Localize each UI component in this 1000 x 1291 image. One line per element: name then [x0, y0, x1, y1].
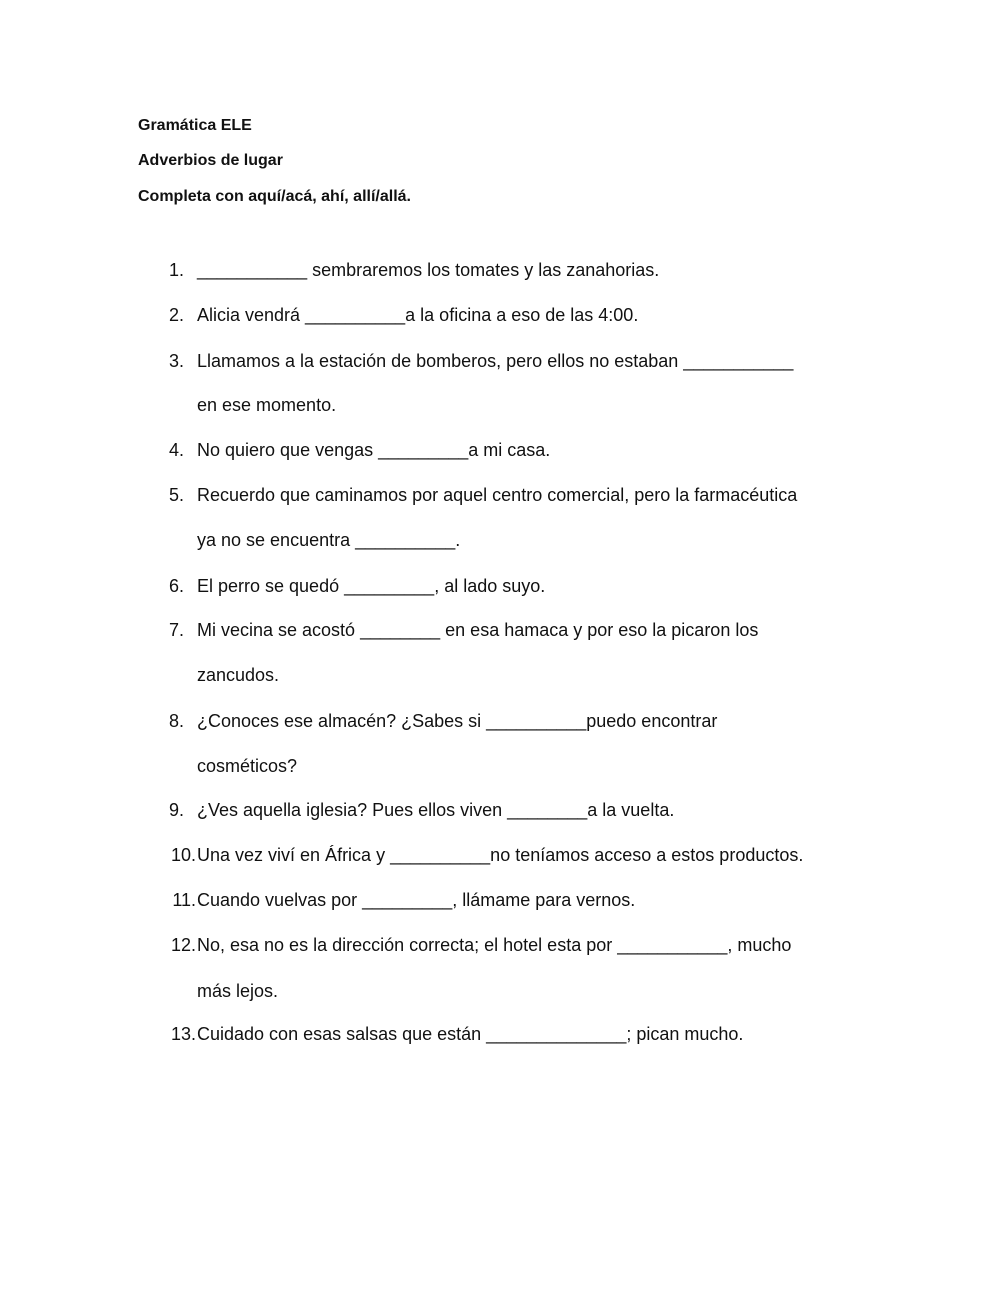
- item-number: 3.: [168, 351, 184, 371]
- item-text: ¿Ves aquella iglesia? Pues ellos viven ________a la vuelta.: [197, 800, 675, 820]
- item-text: Mi vecina se acostó ________ en esa hamaca y por eso la picaron los: [197, 620, 759, 640]
- item-text: Una vez viví en África y __________no teníamos acceso a estos productos.: [197, 845, 804, 865]
- item-text: ___________ sembraremos los tomates y las zanahorias.: [197, 260, 660, 280]
- item-text: ¿Conoces ese almacén? ¿Sabes si __________puedo encontrar: [197, 711, 718, 731]
- item-text-continued: zancudos.: [197, 665, 280, 685]
- item-number: 1.: [168, 260, 184, 280]
- item-number: 5.: [168, 485, 184, 505]
- item-text: No, esa no es la dirección correcta; el hotel esta por ___________, mucho: [197, 935, 792, 955]
- item-text-continued: ya no se encuentra __________.: [197, 530, 461, 550]
- item-text: Alicia vendrá __________a la oficina a eso de las 4:00.: [197, 305, 639, 325]
- item-number: 6.: [168, 576, 184, 596]
- item-text: Cuidado con esas salsas que están ______________; pican mucho.: [197, 1024, 744, 1044]
- item-text-continued: más lejos.: [197, 981, 279, 1001]
- item-number: 13.: [170, 1024, 196, 1044]
- item-text: El perro se quedó _________, al lado suyo.: [197, 576, 546, 596]
- worksheet-subtitle: Adverbios de lugar: [138, 152, 283, 169]
- item-number: 10.: [170, 845, 196, 865]
- item-number: 12.: [170, 935, 196, 955]
- item-text-continued: cosméticos?: [197, 756, 298, 776]
- item-text: No quiero que vengas _________a mi casa.: [197, 440, 551, 460]
- item-number: 8.: [168, 711, 184, 731]
- worksheet-instruction: Completa con aquí/acá, ahí, allí/allá.: [138, 188, 411, 205]
- worksheet-title: Gramática ELE: [138, 117, 252, 134]
- item-number: 9.: [168, 800, 184, 820]
- item-text: Cuando vuelvas por _________, llámame para vernos.: [197, 890, 636, 910]
- item-number: 11.: [172, 890, 196, 910]
- item-number: 2.: [168, 305, 184, 325]
- item-number: 7.: [168, 620, 184, 640]
- item-text: Recuerdo que caminamos por aquel centro comercial, pero la farmacéutica: [197, 485, 798, 505]
- item-number: 4.: [168, 440, 184, 460]
- item-text-continued: en ese momento.: [197, 395, 337, 415]
- item-text: Llamamos a la estación de bomberos, pero ellos no estaban ___________: [197, 351, 794, 371]
